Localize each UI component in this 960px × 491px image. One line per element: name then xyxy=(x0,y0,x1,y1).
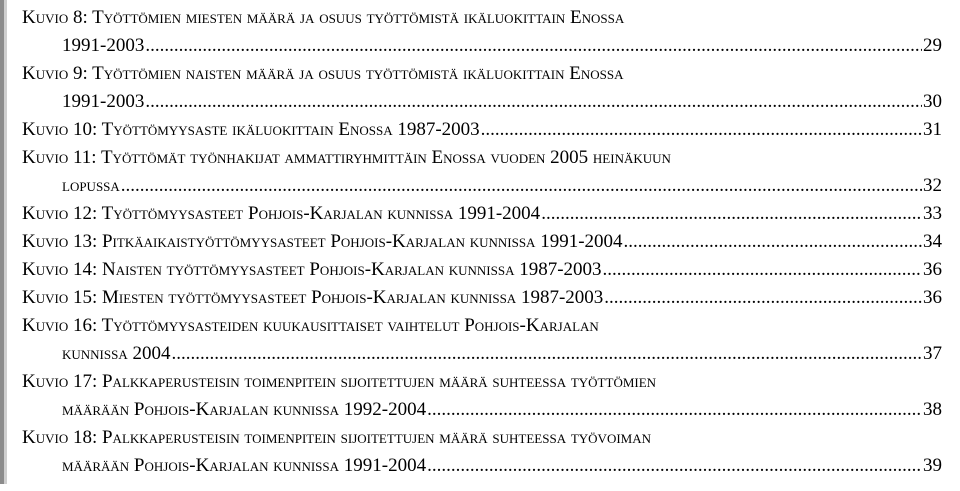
toc-entry-page-number: 33 xyxy=(923,203,942,224)
dot-leader xyxy=(427,396,922,424)
toc-entry[interactable] xyxy=(22,424,942,480)
dot-leader xyxy=(481,116,922,144)
dot-leader xyxy=(541,200,922,228)
toc-entry-title-continued: määrään Pohjois-Karjalan kunnissa 1991-2004 xyxy=(62,455,427,476)
figure-list xyxy=(22,4,942,480)
toc-entry-title-continued: lopussa xyxy=(62,175,120,196)
toc-entry-page-number: 34 xyxy=(923,231,942,252)
toc-entry[interactable] xyxy=(22,284,942,312)
dot-leader xyxy=(121,172,922,200)
toc-entry-title: Kuvio 11: Työttömät työnhakijat ammattiryhmittäin Enossa vuoden 2005 heinäkuun xyxy=(22,147,671,168)
toc-entry-title-continued: määrään Pohjois-Karjalan kunnissa 1992-2004 xyxy=(62,399,427,420)
toc-entry[interactable] xyxy=(22,256,942,284)
toc-entry[interactable] xyxy=(22,60,942,116)
toc-entry[interactable] xyxy=(22,200,942,228)
dot-leader xyxy=(427,452,922,480)
toc-entry-title: Kuvio 14: Naisten työttömyysasteet Pohjois-Karjalan kunnissa 1987-2003 xyxy=(22,259,602,280)
toc-entry[interactable] xyxy=(22,116,942,144)
page-margin-rule-shadow xyxy=(4,0,7,484)
dot-leader xyxy=(604,284,922,312)
toc-entry[interactable] xyxy=(22,144,942,200)
toc-entry-title-continued: 1991-2003 xyxy=(62,91,145,112)
toc-entry-title: Kuvio 10: Työttömyysaste ikäluokittain Enossa 1987-2003 xyxy=(22,119,480,140)
toc-entry-title: Kuvio 16: Työttömyysasteiden kuukausittaiset vaihtelut Pohjois-Karjalan xyxy=(22,315,599,336)
toc-entry-title: Kuvio 17: Palkkaperusteisin toimenpitein sijoitettujen määrä suhteessa työttömien xyxy=(22,371,657,392)
toc-entry-title: Kuvio 12: Työttömyysasteet Pohjois-Karjalan kunnissa 1991-2004 xyxy=(22,203,541,224)
toc-entry-page-number: 32 xyxy=(923,175,942,196)
toc-entry-page-number: 30 xyxy=(923,91,942,112)
dot-leader xyxy=(145,32,922,60)
toc-entry-title: Kuvio 9: Työttömien naisten määrä ja osuus työttömistä ikäluokittain Enossa xyxy=(22,63,624,84)
toc-entry-page-number: 38 xyxy=(923,399,942,420)
toc-entry-page-number: 37 xyxy=(923,343,942,364)
toc-entry-page-number: 36 xyxy=(923,259,942,280)
toc-entry-page-number: 31 xyxy=(923,119,942,140)
dot-leader xyxy=(624,228,922,256)
toc-entry-title-continued: kunnissa 2004 xyxy=(62,343,171,364)
dot-leader xyxy=(603,256,922,284)
toc-entry[interactable] xyxy=(22,312,942,368)
toc-entry[interactable] xyxy=(22,368,942,424)
toc-entry[interactable] xyxy=(22,4,942,60)
dot-leader xyxy=(171,340,922,368)
toc-entry-page-number: 39 xyxy=(923,455,942,476)
toc-entry-title: Kuvio 13: Pitkäaikaistyöttömyysasteet Pohjois-Karjalan kunnissa 1991-2004 xyxy=(22,231,623,252)
toc-entry-page-number: 29 xyxy=(923,35,942,56)
toc-entry-title: Kuvio 8: Työttömien miesten määrä ja osuus työttömistä ikäluokittain Enossa xyxy=(22,7,625,28)
toc-entry-title-continued: 1991-2003 xyxy=(62,35,145,56)
toc-entry-title: Kuvio 15: Miesten työttömyysasteet Pohjois-Karjalan kunnissa 1987-2003 xyxy=(22,287,604,308)
toc-entry-title: Kuvio 18: Palkkaperusteisin toimenpitein sijoitettujen määrä suhteessa työvoiman xyxy=(22,427,651,448)
toc-entry[interactable] xyxy=(22,228,942,256)
dot-leader xyxy=(145,88,922,116)
toc-entry-page-number: 36 xyxy=(923,287,942,308)
